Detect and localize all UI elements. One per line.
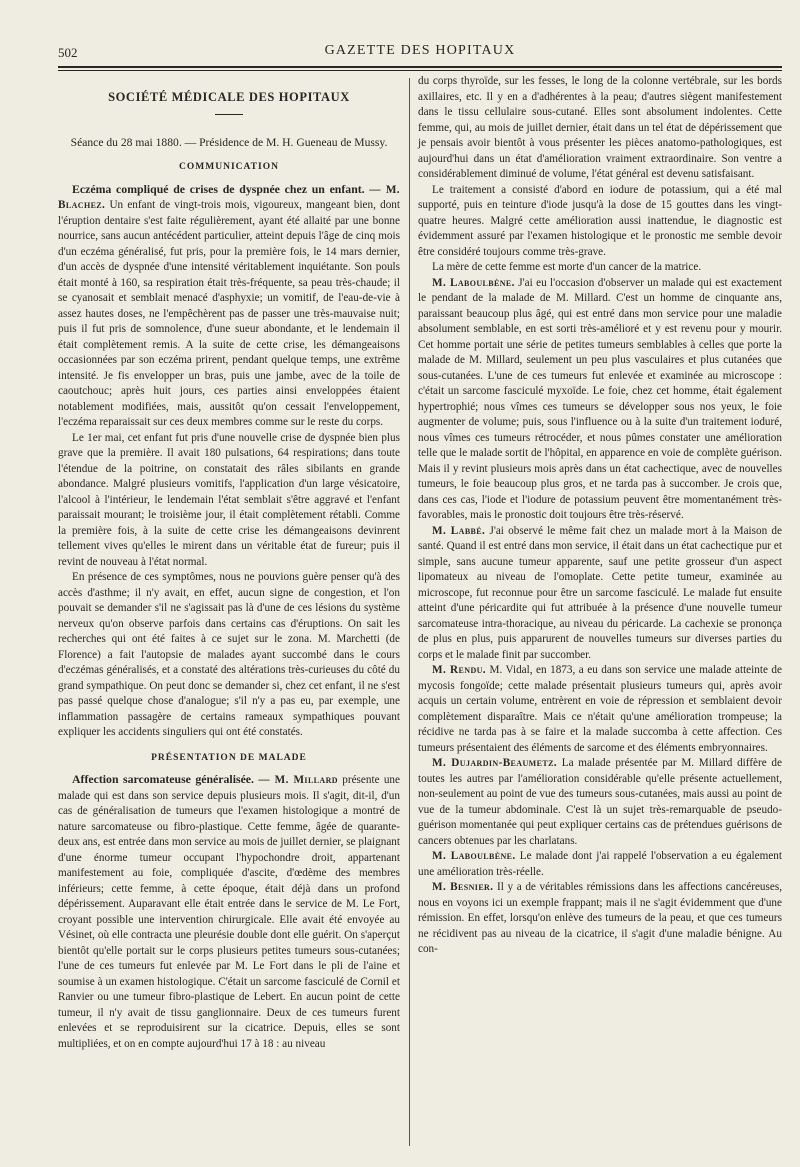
title-rule (215, 114, 243, 115)
paragraph (418, 756, 782, 849)
paragraph (58, 182, 400, 431)
header-rule (58, 66, 782, 68)
page-number: 502 (58, 45, 78, 60)
article-title: Affection sarcomateuse généralisée. (72, 772, 254, 786)
speaker: M. Rendu. (432, 664, 487, 676)
paragraph: Le traitement a consisté d'abord en iodure de potassium, qui a été mal supporté, puis en teinture d'iode jusqu'à la dose de 15 gouttes dans les vingt-quatre heures. Malgré cette amélioration aussi inattendue, le diagnostic est évidemment assuré par l'examen histologique et le pronostic me semble devoir être considéré toujours comme très-grave. (418, 183, 782, 258)
subheading-presentation: PRÉSENTATION DE MALADE (151, 752, 307, 763)
paragraph (418, 524, 782, 664)
paragraph-text: J'ai eu l'occasion d'observer un malade qui est exactement le pendant de la malade de M. Millard. C'est un homme de cinquante ans, paraissant beaucoup plus âgé, qui est entré dans mon service pour une maladie absolument semblable, en est sorti très-amélioré et y est revenu pour y mourir. Cet homme portait une série de petites tumeurs semblables à celles que porte la malade de M. Millard, seulement un peu plus vasculaires et plus cutanées que sous-cutanées. L'une de ces tumeurs fut enlevée et examinée au microscope : c'était un sarcome fasciculé myxoïde. Le foie, chez cet homme, était également hypertrophié; nous vîmes ces tumeurs se développer sous nos yeux, le foie augmenter de volume; puis, sous l'influence ou à la suite d'un traitement ioduré, nous vîmes ces tumeurs rétrocéder, et nous pûmes constater une amélioration telle que le malade sortit de l'hôpital, en apparence en voie de complète guérison. Mais il y revint plusieurs mois après dans un état cachectique, avec de nouvelles tumeurs, le foie beaucoup plus gros, et ne tarda pas à succomber. Je crois que, dans ces cas, l'iode et l'iodure de potassium peuvent être momentanément très-favorables, mais le pronostic doit toujours être très-réservé. (418, 276, 782, 521)
paragraph (418, 276, 782, 524)
paragraph: du corps thyroïde, sur les fesses, le long de la colonne vertébrale, sur les bords axillaires, etc. Il y en a d'adhérentes à la peau; d'autres siègent manifestement dans le tissu cellulaire sous-cutané. Elles sont absolument indolentes. Cette femme, qui, au mois de juillet dernier, était dans un tel état de dépérissement que je pensais avoir bientôt à vous présenter les pièces anatomo-pathologiques, est aujourd'hui dans un état d'amélioration vraiment extraordinaire. Son ventre a considérablement diminué de volume, l'état général est devenu satisfaisant. (418, 75, 782, 180)
paragraph: En présence de ces symptômes, nous ne pouvions guère penser qu'à des accès d'asthme; il n'y avait, en effet, aucun signe de congestion, et l'on pouvait se demander s'il ne s'agissait pas là d'une de ces lésions du système nerveux qu'on observe parfois dans certains cas d'éruptions. On sait les recherches qui ont été faites à ce sujet sur le zona. M. Marchetti (de Florence) a fait l'autopsie de malades ayant succombé dans le cours d'eczémas généralisés, et a constaté des altérations très-curieuses du côté du grand sympathique. On peut donc se demander si, chez cet enfant, il ne s'est pas passé quelque chose d'analogue; s'il n'y a pas eu, par exemple, une inflammation passagère de certains rameaux sympathiques pouvant expliquer les accidents singuliers qui ont été constatés. (58, 571, 400, 738)
subheading-communication: COMMUNICATION (179, 162, 279, 172)
speaker: M. Laboulbène. (432, 850, 516, 862)
right-column (418, 74, 782, 958)
column-divider (409, 78, 410, 1146)
paragraph (418, 880, 782, 958)
page-header (58, 41, 782, 65)
paragraph: La mère de cette femme est morte d'un cancer de la matrice. (432, 261, 702, 273)
speaker: M. Labbé. (432, 524, 486, 537)
paragraph-text: présente une malade qui est dans son service depuis plusieurs mois. Il s'agit, dit-il, d'un cas de généralisation de tumeurs que l'examen histologique a montré de nature sarcomateuse ou fibro-plastique. Cette femme, âgée de quarante-deux ans, est entrée dans mon service au mois de juillet dernier, se plaignant d'une énorme tumeur occupant l'hypochondre droit, appartenant manifestement au foie, compliquée d'ascite, d'œdème des membres inférieurs; cette femme, à cette époque, était déjà dans un profond dépérissement. Auparavant elle était entrée dans le service de M. Le Fort, croyant possible une intervention chirurgicale. Elle avait été envoyée au Vésinet, où elle contracta une pleurésie double dont elle guérit. On s'aperçut bientôt qu'elle portait sur le corps plusieurs petites tumeurs sous-cutanées; l'une de ces tumeurs fut enlevée par M. Le Fort dans le pli de l'aine et soumise à un examen histologique. C'était un sarcome fasciculé de Cornil et Ranvier ou une tumeur fibro-plastique de Lebert. En aucun point de cette tumeur, il n'y avait de tissu ganglionnaire. Deux de ces tumeurs furent enlevées et se reproduisirent sur la cicatrice. Depuis, elles se sont multipliées, et on en compte aujourd'hui 17 à 18 : au niveau (58, 774, 400, 1050)
paragraph-text: M. Vidal, en 1873, a eu dans son service une malade atteinte de mycosis fongoïde; cette malade présentait plusieurs tumeurs qui, après avoir acquis un certain volume, entrèrent en voie de répression et semblaient devoir complètement disparaître. Mais ce n'était qu'une amélioration trompeuse; la récidive ne tarda pas à se faire et la malade succomba à cette affection. Ces tumeurs présentaient des éléments de sarcome et des éléments embryonnaires. (418, 664, 782, 754)
paragraph-text: La malade présentée par M. Millard diffère de toutes les autres par l'amélioration considérable qu'elle présente actuellement, non-seulement au point de vue des tumeurs sous-cutanées, mais aussi au point de vue de la tumeur abdominale. C'est là un sujet très-remarquable de pseudo-guérison momentanée qui peut expliquer certains cas de prétendues guérisons de cancers obtenues par les charlatans. (418, 757, 782, 847)
paragraph (418, 663, 782, 756)
paragraph: Le 1er mai, cet enfant fut pris d'une nouvelle crise de dyspnée bien plus grave que la première. Il avait 180 pulsations, 64 respirations; dans toute l'étendue de la poitrine, on constatait des râles sibilants en grande abondance. Malgré plusieurs vomitifs, l'application d'un large vésicatoire, l'alcool à l'intérieur, le lendemain l'état semblait s'être aggravé et l'enfant paraissait mourant; le troisième jour, il était complètement rétabli. Comme la première fois, à la suite de cette crise les démangeaisons devinrent tellement vives qu'elles le mirent dans un véritable état de fureur; puis il revint de nouveau à l'état normal. (58, 431, 400, 568)
speaker: M. Besnier. (432, 881, 494, 893)
seance-line: Séance du 28 mai 1880. — Présidence de M. H. Gueneau de Mussy. (70, 135, 388, 149)
header-rule-thin (58, 70, 782, 71)
speaker: — M. Blachez. (58, 183, 400, 211)
paragraph (58, 772, 400, 1052)
paragraph-text: Un enfant de vingt-trois mois, vigoureux, mangeant bien, dont l'éruption dentaire s'est faite régulièrement, ayant été allaité par une bonne nourrice, sans aucun antécédent particulier, atteint depuis l'âge de cinq mois d'un eczéma généralisé, fut pris, pour la première fois, le 14 mars dernier, d'un accès de dyspnée d'une intensité véritablement inquiétante. Son pouls était monté à 160, sa respiration était très-fréquente, sa peau très-chaude; il se cyanosait et semblait menacé d'asphyxie; un vomitif, de l'eau-de-vie à assez hautes doses, ne l'empêchèrent pas de passer une très-mauvaise nuit; puis il fut pris de somnolence, d'une sueur abondante, et le lendemain il était complètement remis. A la suite de cette crise, les démangeaisons occasionnées par son eczéma prirent, pendant quelque temps, une extrême intensité. Je fis envelopper un bras, puis une jambe, avec de la toile de caoutchouc; après huit jours, ces parties ainsi enveloppées étaient notablement modifiées, mais, aussitôt qu'on cessait l'enveloppement, l'eczéma reparaissait sur ces deux membres comme sur le reste du corps. (58, 199, 400, 428)
left-column (58, 82, 400, 1052)
paragraph (418, 849, 782, 880)
speaker: M. Dujardin-Beaumetz. (432, 757, 558, 769)
speaker: — M. Millard (258, 774, 338, 786)
running-title: GAZETTE DES HOPITAUX (324, 43, 516, 58)
section-title: SOCIÉTÉ MÉDICALE DES HOPITAUX (108, 90, 350, 104)
speaker: M. Laboulbène. (432, 276, 515, 289)
paragraph-text: J'ai observé le même fait chez un malade mort à la Maison de santé. Quand il est entré dans mon service, il était dans un état cachectique pur et simple, sans aucune tumeur apparente, sauf une petite grosseur d'un aspect lipomateux au niveau de l'omoplate. Cette petite tumeur, examinée au microscope, fut reconnue pour être un sarcome fasciculé. Le malade fut ensuite atteint d'une péricardite qui fut attribuée à la présence d'une nouvelle tumeur sarcomateuse intra-thoracique, au niveau du péricarde. La cachexie se prononça de plus en plus, puis apparurent de nouvelles tumeurs sur diverses parties du corps et le malade finit par succomber. (418, 524, 782, 661)
paragraph-text: Il y a de véritables rémissions dans les affections cancéreuses, nous en voyons ici un exemple frappant; mais il ne s'agit évidemment que d'une rémission. En effet, lorsqu'on enlève des tumeurs de la peau, et que ces tumeurs ne récidivent pas au niveau de la cicatrice, il s'agit d'une maladie bénigne. Au con- (418, 881, 782, 955)
article-title: Eczéma compliqué de crises de dyspnée chez un enfant. (72, 181, 365, 196)
paragraph-text: Le malade dont j'ai rappelé l'observation a eu également une amélioration très-réelle. (418, 850, 783, 878)
